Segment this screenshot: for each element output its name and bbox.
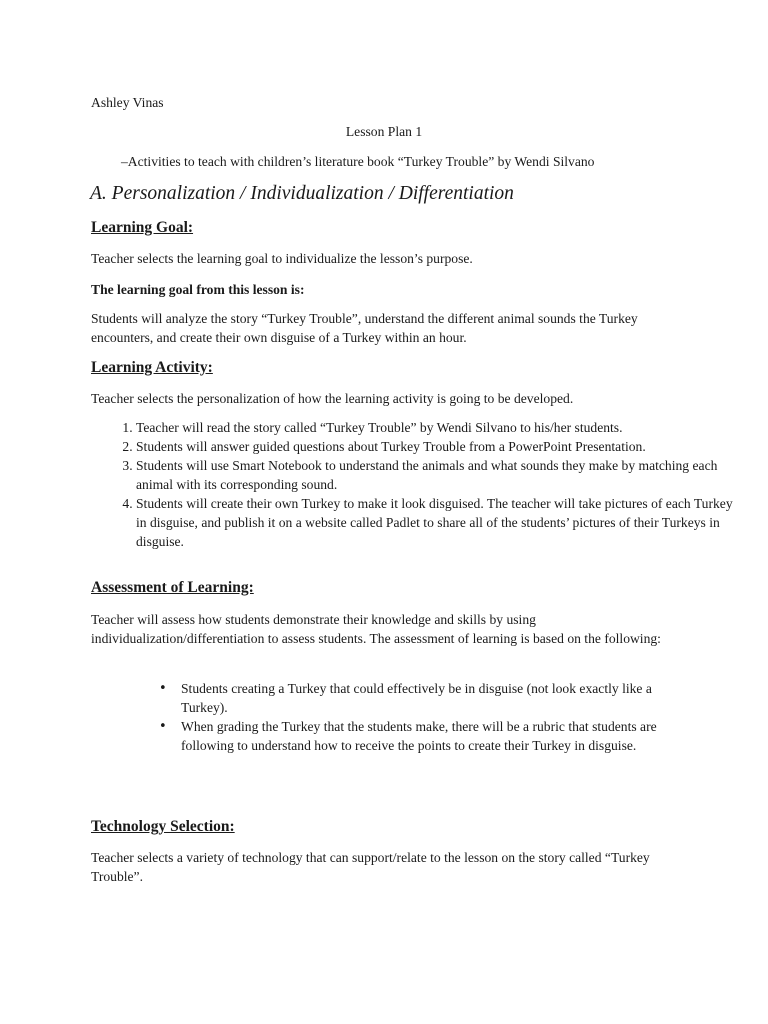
section-a-heading: A. Personalization / Individualization / Differentiation — [90, 183, 514, 204]
learning-goal-label: The learning goal from this lesson is: — [91, 282, 305, 297]
list-item: 3. Students will use Smart Notebook to understand the animals and what sounds they make by matching each animal with its corresponding sound. — [136, 456, 736, 494]
list-item: • When grading the Turkey that the students make, there will be a rubric that students are following to understand how to receive the points to create their Turkey in disguise. — [181, 717, 701, 755]
learning-goal-intro: Teacher selects the learning goal to individualize the lesson’s purpose. — [91, 251, 473, 266]
list-item: 2. Students will answer guided questions about Turkey Trouble from a PowerPoint Presentation. — [136, 437, 736, 456]
lesson-title: Lesson Plan 1 — [345, 124, 423, 139]
activity-steps-list — [91, 418, 736, 551]
technology-heading: Technology Selection: — [91, 818, 235, 835]
learning-goal-text: Students will analyze the story “Turkey Trouble”, understand the different animal sounds the Turkey encounters, and create their own disguise of a Turkey within an hour. — [91, 311, 638, 345]
assessment-bullet-list — [136, 679, 701, 755]
learning-activity-intro: Teacher selects the personalization of how the learning activity is going to be developed. — [91, 391, 574, 406]
list-item: 1. Teacher will read the story called “Turkey Trouble” by Wendi Silvano to his/her students. — [136, 418, 736, 437]
learning-activity-heading: Learning Activity: — [91, 359, 213, 376]
author-name: Ashley Vinas — [91, 95, 164, 110]
technology-intro: Teacher selects a variety of technology that can support/relate to the lesson on the story called “Turkey Trouble”. — [91, 850, 650, 884]
assessment-heading: Assessment of Learning: — [91, 579, 254, 596]
lesson-subtitle: –Activities to teach with children’s literature book “Turkey Trouble” by Wendi Silvano — [121, 154, 595, 169]
list-item: 4. Students will create their own Turkey to make it look disguised. The teacher will take pictures of each Turkey in disguise, and publish it on a website called Padlet to share all of the students’ pictures of their Turkeys in disguise. — [136, 494, 736, 551]
learning-goal-heading: Learning Goal: — [91, 219, 194, 236]
assessment-intro: Teacher will assess how students demonstrate their knowledge and skills by using individualization/differentiation to assess students. The assessment of learning is based on the following: — [91, 612, 661, 646]
list-item: • Students creating a Turkey that could effectively be in disguise (not look exactly like a Turkey). — [181, 679, 701, 717]
